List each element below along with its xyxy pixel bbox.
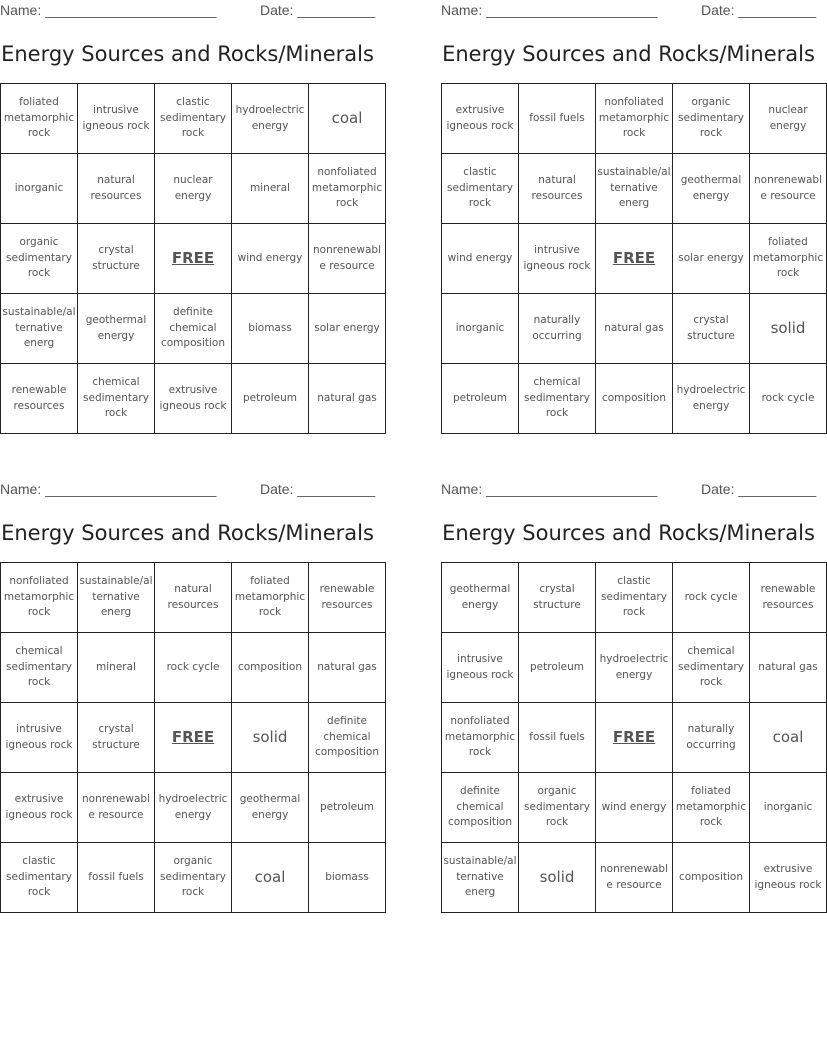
card-title: Energy Sources and Rocks/Minerals <box>442 42 815 66</box>
bingo-cell: natural resources <box>78 154 155 224</box>
bingo-cell: extrusive igneous rock <box>1 773 78 843</box>
bingo-cell: coal <box>750 703 827 773</box>
bingo-cell: hydroelectric energy <box>596 633 673 703</box>
bingo-row <box>1 703 386 773</box>
bingo-cell: definite chemical composition <box>442 773 519 843</box>
bingo-cell: foliated metamorphic rock <box>750 224 827 294</box>
bingo-cell: extrusive igneous rock <box>750 843 827 913</box>
bingo-cell: clastic sedimentary rock <box>596 563 673 633</box>
bingo-cell: sustainable/alternative energ <box>78 563 155 633</box>
bingo-cell: solid <box>750 294 827 364</box>
bingo-row <box>1 773 386 843</box>
free-space: FREE <box>596 224 673 294</box>
bingo-cell: foliated metamorphic rock <box>232 563 309 633</box>
name-field-label[interactable]: Name: ______________________ <box>0 2 217 18</box>
bingo-cell: solar energy <box>309 294 386 364</box>
bingo-card-3 <box>0 479 379 939</box>
bingo-cell: naturally occurring <box>673 703 750 773</box>
bingo-cell: natural gas <box>309 364 386 434</box>
bingo-row <box>1 84 386 154</box>
free-space: FREE <box>155 703 232 773</box>
bingo-cell: petroleum <box>519 633 596 703</box>
bingo-cell: nonrenewable resource <box>309 224 386 294</box>
bingo-cell: clastic sedimentary rock <box>155 84 232 154</box>
bingo-cell: rock cycle <box>673 563 750 633</box>
bingo-cell: organic sedimentary rock <box>155 843 232 913</box>
bingo-row <box>1 154 386 224</box>
bingo-card-2 <box>441 0 824 460</box>
bingo-cell: rock cycle <box>155 633 232 703</box>
name-field-label[interactable]: Name: ______________________ <box>441 481 658 497</box>
bingo-cell: definite chemical composition <box>155 294 232 364</box>
bingo-cell: organic sedimentary rock <box>519 773 596 843</box>
card-title: Energy Sources and Rocks/Minerals <box>442 521 815 545</box>
card-title: Energy Sources and Rocks/Minerals <box>1 42 374 66</box>
bingo-cell: petroleum <box>442 364 519 434</box>
bingo-row <box>1 364 386 434</box>
bingo-grid <box>0 562 386 913</box>
bingo-cell: nonrenewable resource <box>596 843 673 913</box>
bingo-cell: intrusive igneous rock <box>78 84 155 154</box>
bingo-cell: nonrenewable resource <box>78 773 155 843</box>
bingo-cell: coal <box>232 843 309 913</box>
bingo-cell: intrusive igneous rock <box>442 633 519 703</box>
bingo-cell: definite chemical composition <box>309 703 386 773</box>
bingo-cell: hydroelectric energy <box>232 84 309 154</box>
bingo-cell: nuclear energy <box>155 154 232 224</box>
bingo-cell: crystal structure <box>673 294 750 364</box>
date-field-label[interactable]: Date: __________ <box>260 2 376 18</box>
bingo-cell: crystal structure <box>78 703 155 773</box>
bingo-cell: solid <box>519 843 596 913</box>
bingo-row <box>442 364 827 434</box>
bingo-row <box>442 633 827 703</box>
card-title: Energy Sources and Rocks/Minerals <box>1 521 374 545</box>
bingo-cell: coal <box>309 84 386 154</box>
bingo-cell: nuclear energy <box>750 84 827 154</box>
bingo-cell: geothermal energy <box>673 154 750 224</box>
bingo-grid <box>441 562 827 913</box>
bingo-cell: petroleum <box>309 773 386 843</box>
bingo-cell: organic sedimentary rock <box>673 84 750 154</box>
bingo-cell: crystal structure <box>78 224 155 294</box>
card-header <box>441 481 816 499</box>
bingo-row <box>1 843 386 913</box>
bingo-row <box>442 703 827 773</box>
bingo-cell: rock cycle <box>750 364 827 434</box>
name-field-label[interactable]: Name: ______________________ <box>441 2 658 18</box>
bingo-cell: biomass <box>232 294 309 364</box>
bingo-cell: natural resources <box>155 563 232 633</box>
bingo-cell: sustainable/alternative energ <box>442 843 519 913</box>
bingo-cell: solar energy <box>673 224 750 294</box>
bingo-cell: wind energy <box>232 224 309 294</box>
bingo-row <box>442 843 827 913</box>
bingo-cell: sustainable/alternative energ <box>596 154 673 224</box>
bingo-cell: inorganic <box>442 294 519 364</box>
bingo-cell: solid <box>232 703 309 773</box>
bingo-row <box>1 563 386 633</box>
free-space: FREE <box>155 224 232 294</box>
bingo-card-1 <box>0 0 383 460</box>
bingo-cell: extrusive igneous rock <box>442 84 519 154</box>
bingo-cell: organic sedimentary rock <box>1 224 78 294</box>
bingo-row <box>442 224 827 294</box>
bingo-row <box>442 84 827 154</box>
bingo-row <box>1 633 386 703</box>
bingo-cell: composition <box>596 364 673 434</box>
bingo-cell: geothermal energy <box>78 294 155 364</box>
bingo-cell: inorganic <box>750 773 827 843</box>
bingo-cell: crystal structure <box>519 563 596 633</box>
bingo-cell: clastic sedimentary rock <box>1 843 78 913</box>
bingo-cell: foliated metamorphic rock <box>673 773 750 843</box>
bingo-cell: mineral <box>78 633 155 703</box>
bingo-cell: inorganic <box>1 154 78 224</box>
free-space: FREE <box>596 703 673 773</box>
bingo-cell: composition <box>232 633 309 703</box>
bingo-row <box>1 294 386 364</box>
bingo-card-4 <box>441 479 822 939</box>
bingo-cell: renewable resources <box>750 563 827 633</box>
bingo-cell: composition <box>673 843 750 913</box>
bingo-cell: biomass <box>309 843 386 913</box>
card-header <box>0 2 375 20</box>
bingo-cell: wind energy <box>442 224 519 294</box>
card-header <box>441 2 816 20</box>
bingo-cell: fossil fuels <box>78 843 155 913</box>
bingo-cell: nonfoliated metamorphic rock <box>1 563 78 633</box>
bingo-row <box>442 294 827 364</box>
bingo-cell: extrusive igneous rock <box>155 364 232 434</box>
bingo-cell: hydroelectric energy <box>673 364 750 434</box>
bingo-cell: chemical sedimentary rock <box>673 633 750 703</box>
date-field-label[interactable]: Date: __________ <box>701 2 817 18</box>
bingo-cell: geothermal energy <box>232 773 309 843</box>
bingo-cell: nonfoliated metamorphic rock <box>596 84 673 154</box>
bingo-cell: nonfoliated metamorphic rock <box>309 154 386 224</box>
bingo-cell: fossil fuels <box>519 84 596 154</box>
bingo-cell: chemical sedimentary rock <box>78 364 155 434</box>
bingo-cell: renewable resources <box>309 563 386 633</box>
bingo-cell: geothermal energy <box>442 563 519 633</box>
card-header <box>0 481 375 499</box>
bingo-cell: natural gas <box>309 633 386 703</box>
bingo-cell: natural resources <box>519 154 596 224</box>
bingo-cell: renewable resources <box>1 364 78 434</box>
bingo-row <box>1 224 386 294</box>
bingo-grid <box>0 83 386 434</box>
bingo-cell: chemical sedimentary rock <box>1 633 78 703</box>
bingo-cell: mineral <box>232 154 309 224</box>
bingo-cell: fossil fuels <box>519 703 596 773</box>
bingo-cell: hydroelectric energy <box>155 773 232 843</box>
bingo-cell: petroleum <box>232 364 309 434</box>
bingo-cell: sustainable/alternative energ <box>1 294 78 364</box>
bingo-cell: intrusive igneous rock <box>519 224 596 294</box>
bingo-cell: foliated metamorphic rock <box>1 84 78 154</box>
bingo-row <box>442 563 827 633</box>
date-field-label[interactable]: Date: __________ <box>701 481 817 497</box>
bingo-cell: natural gas <box>750 633 827 703</box>
bingo-cell: nonrenewable resource <box>750 154 827 224</box>
bingo-row <box>442 773 827 843</box>
bingo-row <box>442 154 827 224</box>
bingo-cell: naturally occurring <box>519 294 596 364</box>
bingo-grid <box>441 83 827 434</box>
bingo-cell: intrusive igneous rock <box>1 703 78 773</box>
bingo-cell: clastic sedimentary rock <box>442 154 519 224</box>
bingo-cell: natural gas <box>596 294 673 364</box>
date-field-label[interactable]: Date: __________ <box>260 481 376 497</box>
bingo-cell: chemical sedimentary rock <box>519 364 596 434</box>
bingo-cell: nonfoliated metamorphic rock <box>442 703 519 773</box>
bingo-cell: wind energy <box>596 773 673 843</box>
name-field-label[interactable]: Name: ______________________ <box>0 481 217 497</box>
